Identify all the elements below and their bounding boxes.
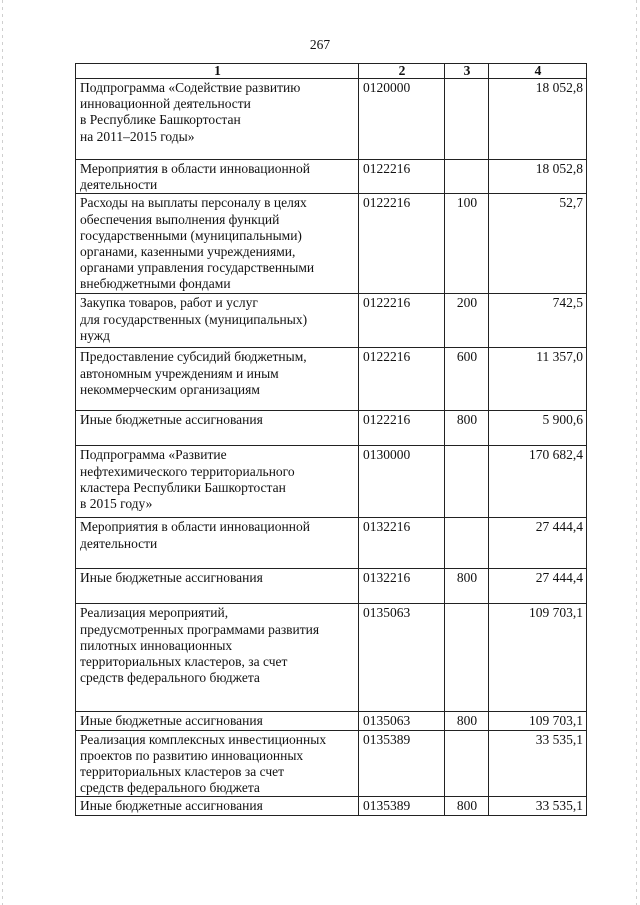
cell-code: 0132216 bbox=[359, 569, 445, 604]
cell-vr: 800 bbox=[445, 569, 489, 604]
table-row bbox=[76, 730, 587, 797]
cell-vr: 800 bbox=[445, 797, 489, 815]
cell-code: 0135389 bbox=[359, 730, 445, 797]
table-row bbox=[76, 348, 587, 411]
header-col-1: 1 bbox=[76, 64, 359, 79]
cell-vr: 200 bbox=[445, 294, 489, 348]
cell-code: 0135063 bbox=[359, 604, 445, 712]
cell-name: Иные бюджетные ассигнования bbox=[76, 411, 359, 446]
cell-amount: 742,5 bbox=[489, 294, 587, 348]
cell-name: Мероприятия в области инновационной деятельности bbox=[76, 160, 359, 194]
cell-amount: 18 052,8 bbox=[489, 79, 587, 160]
table-row bbox=[76, 569, 587, 604]
cell-name: Реализация комплексных инвестиционных проектов по развитию инновационных территориальных кластеров за счет средств федерального бюджета bbox=[76, 730, 359, 797]
cell-amount: 170 682,4 bbox=[489, 446, 587, 518]
cell-amount: 109 703,1 bbox=[489, 604, 587, 712]
cell-vr bbox=[445, 604, 489, 712]
cell-code: 0135389 bbox=[359, 797, 445, 815]
header-col-3: 3 bbox=[445, 64, 489, 79]
table-row bbox=[76, 294, 587, 348]
cell-name: Подпрограмма «Содействие развитию инновационной деятельности в Республике Башкортостан на 2011–2015 годы» bbox=[76, 79, 359, 160]
cell-name: Расходы на выплаты персоналу в целях обеспечения выполнения функций государственными (муниципальными) органами, казенными учреждениями, органами управления государственными внебюджетными фондами bbox=[76, 194, 359, 294]
table-row bbox=[76, 194, 587, 294]
cell-code: 0122216 bbox=[359, 160, 445, 194]
cell-amount: 33 535,1 bbox=[489, 730, 587, 797]
cell-name: Предоставление субсидий бюджетным, автономным учреждениям и иным некоммерческим организациям bbox=[76, 348, 359, 411]
cell-vr bbox=[445, 518, 489, 569]
header-col-2: 2 bbox=[359, 64, 445, 79]
cell-vr bbox=[445, 730, 489, 797]
table-row bbox=[76, 604, 587, 712]
table-body bbox=[76, 79, 587, 816]
cell-code: 0122216 bbox=[359, 348, 445, 411]
table-row bbox=[76, 797, 587, 815]
scan-edge-left bbox=[2, 0, 3, 905]
cell-name: Мероприятия в области инновационной деятельности bbox=[76, 518, 359, 569]
page-number: 267 bbox=[309, 37, 331, 52]
cell-code: 0130000 bbox=[359, 446, 445, 518]
cell-code: 0122216 bbox=[359, 294, 445, 348]
table-row bbox=[76, 446, 587, 518]
table-row bbox=[76, 712, 587, 730]
cell-code: 0135063 bbox=[359, 712, 445, 730]
cell-amount: 109 703,1 bbox=[489, 712, 587, 730]
cell-name: Реализация мероприятий, предусмотренных программами развития пилотных инновационных территориальных кластеров, за счет средств федерального бюджета bbox=[76, 604, 359, 712]
table-row bbox=[76, 518, 587, 569]
cell-name: Иные бюджетные ассигнования bbox=[76, 797, 359, 815]
cell-name: Подпрограмма «Развитие нефтехимического территориального кластера Республики Башкортостан в 2015 году» bbox=[76, 446, 359, 518]
cell-code: 0120000 bbox=[359, 79, 445, 160]
cell-amount: 33 535,1 bbox=[489, 797, 587, 815]
cell-name: Иные бюджетные ассигнования bbox=[76, 712, 359, 730]
cell-name: Закупка товаров, работ и услуг для государственных (муниципальных) нужд bbox=[76, 294, 359, 348]
table-row bbox=[76, 160, 587, 194]
cell-amount: 27 444,4 bbox=[489, 518, 587, 569]
cell-code: 0122216 bbox=[359, 411, 445, 446]
header-col-4: 4 bbox=[489, 64, 587, 79]
header-row bbox=[76, 64, 587, 79]
cell-vr: 800 bbox=[445, 411, 489, 446]
cell-name: Иные бюджетные ассигнования bbox=[76, 569, 359, 604]
cell-vr: 600 bbox=[445, 348, 489, 411]
cell-vr bbox=[445, 160, 489, 194]
scan-edge-right bbox=[636, 0, 637, 905]
cell-amount: 27 444,4 bbox=[489, 569, 587, 604]
cell-code: 0122216 bbox=[359, 194, 445, 294]
cell-vr: 800 bbox=[445, 712, 489, 730]
table-row bbox=[76, 79, 587, 160]
cell-amount: 52,7 bbox=[489, 194, 587, 294]
cell-vr bbox=[445, 446, 489, 518]
cell-amount: 5 900,6 bbox=[489, 411, 587, 446]
cell-vr: 100 bbox=[445, 194, 489, 294]
table-header bbox=[76, 64, 587, 79]
cell-vr bbox=[445, 79, 489, 160]
budget-table bbox=[75, 63, 587, 816]
table-row bbox=[76, 411, 587, 446]
cell-amount: 18 052,8 bbox=[489, 160, 587, 194]
cell-code: 0132216 bbox=[359, 518, 445, 569]
cell-amount: 11 357,0 bbox=[489, 348, 587, 411]
